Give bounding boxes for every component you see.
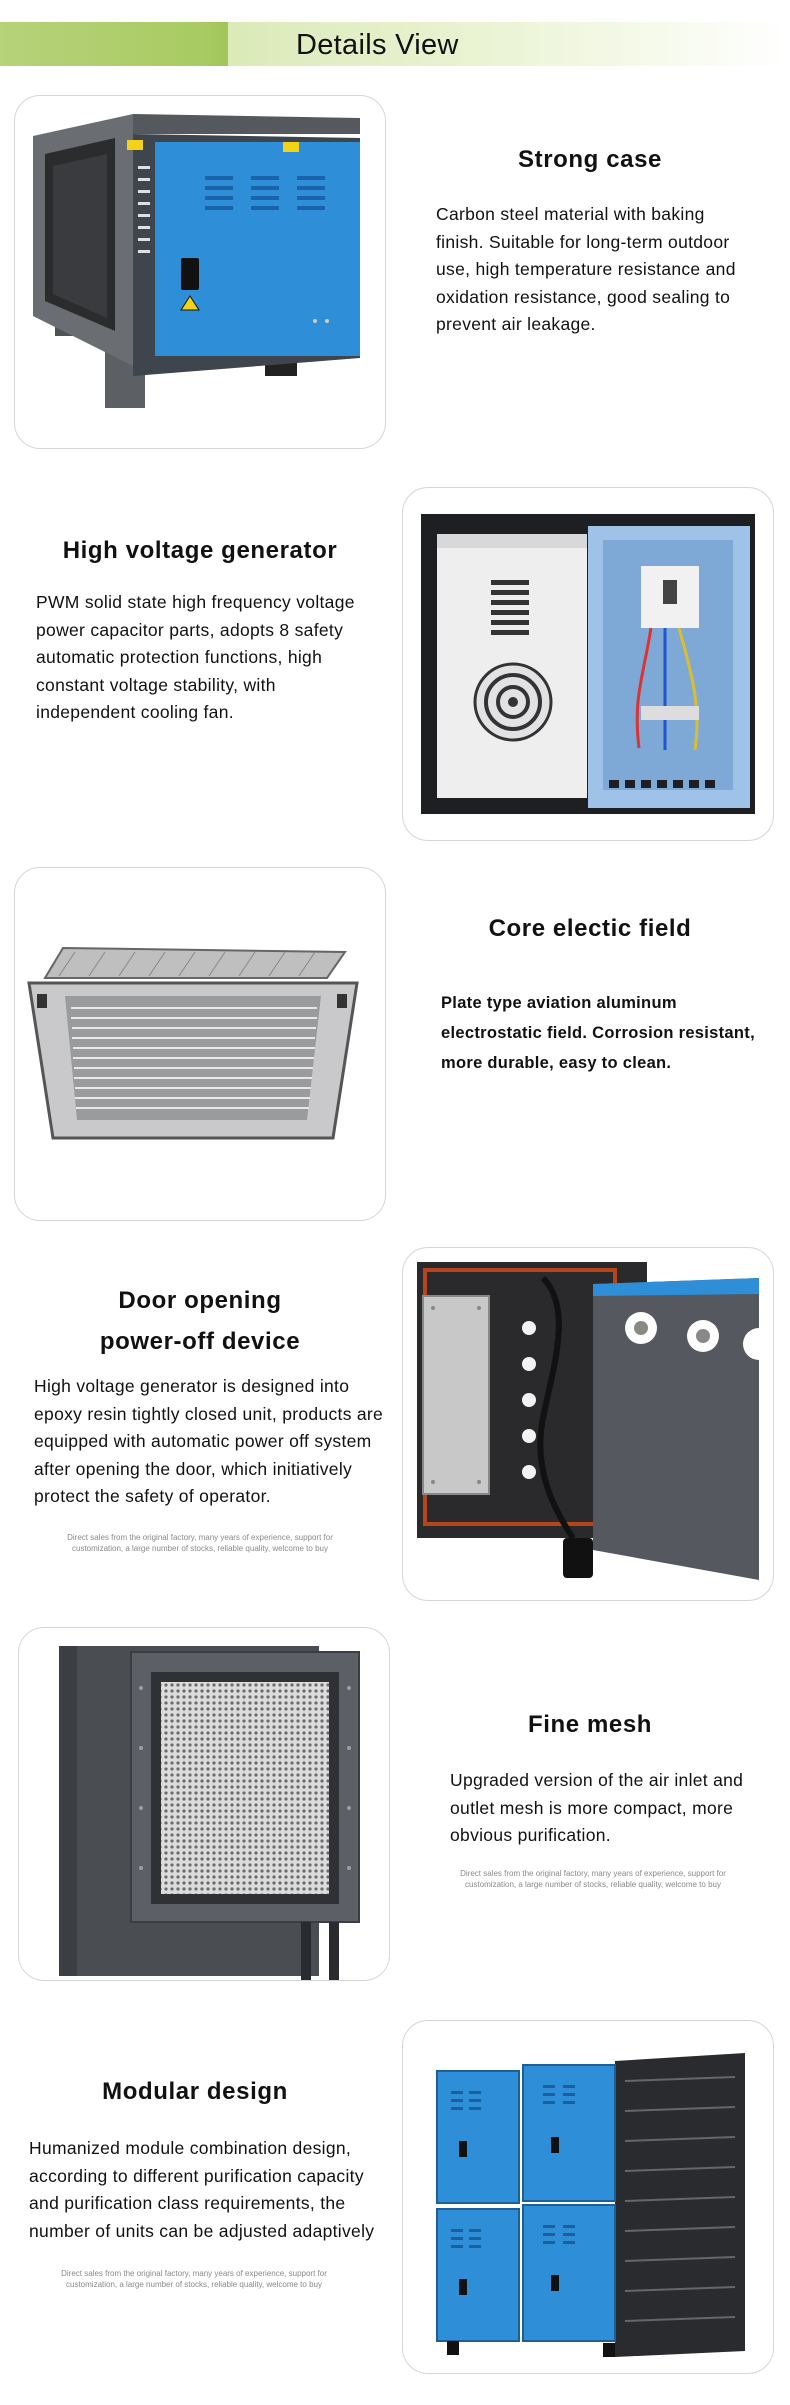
door-opening-image [403,1248,773,1600]
section-title-door-opening-line1: Door opening [118,1287,282,1314]
section-title-strong-case: Strong case [518,146,662,173]
details-view-banner [0,22,790,66]
high-voltage-generator-image-card [402,487,774,841]
door-opening-image-card [402,1247,774,1601]
factory-note-line2: customization, a large number of stocks, reliable quality, welcome to buy [66,2280,322,2289]
section-title-fine-mesh: Fine mesh [527,1711,653,1738]
core-electric-field-image-card [14,867,386,1221]
fine-mesh-image-card [18,1627,390,1981]
banner-green-band [0,22,250,66]
factory-note-line2: customization, a large number of stocks, reliable quality, welcome to buy [465,1880,721,1889]
generator-image [403,488,773,840]
factory-note-line2: customization, a large number of stocks, reliable quality, welcome to buy [72,1544,328,1553]
section-text-door-opening: High voltage generator is designed into epoxy resin tightly closed unit, products are equipped with automatic power off system after opening the door, which initiatively protect the safety of operator. [34,1376,384,1506]
electric-field-image [15,868,385,1220]
modular-design-image-card [402,2020,774,2374]
factory-note-line1: Direct sales from the original factory, many years of experience, support for [61,2269,327,2278]
modular-unit-image [403,2021,773,2373]
section-text-modular-design: Humanized module combination design, according to different purification capacity and purification class requirements, the number of units can be adjusted adaptively [29,2138,375,2241]
page-title: Details View [296,29,459,61]
section-text-high-voltage-generator: PWM solid state high frequency voltage power capacitor parts, adopts 8 safety automatic protection functions, high constant voltage stability, with independent cooling fan. [36,592,355,722]
case-cabinet-image [15,96,385,448]
section-text-core-electric-field: Plate type aviation aluminum electrostatic field. Corrosion resistant, more durable, easy to clean. [441,994,755,1072]
section-title-core-electric-field: Core electic field [488,915,692,942]
factory-note-line1: Direct sales from the original factory, many years of experience, support for [67,1533,333,1542]
section-title-high-voltage-generator: High voltage generator [62,537,338,564]
section-text-strong-case: Carbon steel material with baking finish. Suitable for long-term outdoor use, high temperature resistance and oxidation resistance, good sealing to prevent air leakage. [436,204,736,334]
section-title-door-opening-line2: power-off device [99,1328,301,1355]
strong-case-image-card [14,95,386,449]
section-title-modular-design: Modular design [102,2078,288,2105]
factory-note-line1: Direct sales from the original factory, many years of experience, support for [460,1869,726,1878]
section-text-fine-mesh: Upgraded version of the air inlet and outlet mesh is more compact, more obvious purification. [450,1770,744,1845]
fine-mesh-image [19,1628,389,1980]
